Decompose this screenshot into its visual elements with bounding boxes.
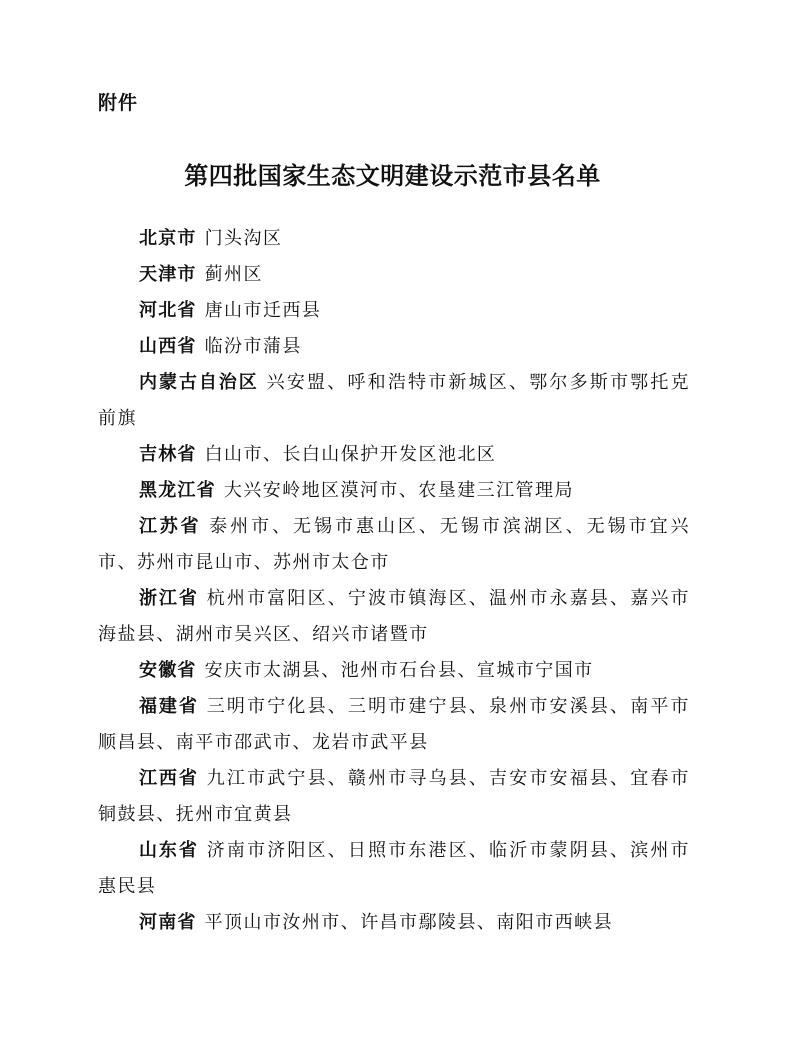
province-name: 山东省 <box>139 840 199 861</box>
list-item <box>98 293 690 329</box>
city-county-names: 平顶山市汝州市、许昌市鄢陵县、南阳市西峡县 <box>204 912 614 933</box>
province-name: 黑龙江省 <box>139 480 216 501</box>
province-name: 内蒙古自治区 <box>139 372 259 393</box>
province-name: 山西省 <box>139 336 197 357</box>
province-name: 天津市 <box>139 264 197 285</box>
city-county-names: 泰州市、无锡市惠山区、无锡市滨湖区、无锡市宜兴市、苏州市昆山市、苏州市太仓市 <box>98 516 690 573</box>
province-name: 吉林省 <box>139 444 197 465</box>
city-county-names: 唐山市迁西县 <box>204 300 322 321</box>
city-county-names: 门头沟区 <box>204 228 283 249</box>
list-item <box>98 833 690 905</box>
city-county-names: 安庆市太湖县、池州市石台县、宣城市宁国市 <box>204 660 594 681</box>
attachment-label: 附件 <box>98 92 139 114</box>
list-item <box>98 581 690 653</box>
list-item <box>98 473 690 509</box>
document-title: 第四批国家生态文明建设示范市县名单 <box>184 161 601 190</box>
list-item <box>98 905 690 941</box>
city-county-names: 九江市武宁县、赣州市寻乌县、吉安市安福县、宜春市铜鼓县、抚州市宜黄县 <box>98 768 690 825</box>
province-name: 北京市 <box>139 228 197 249</box>
list-item <box>98 257 690 293</box>
city-county-names: 白山市、长白山保护开发区池北区 <box>204 444 497 465</box>
city-county-names: 济南市济阳区、日照市东港区、临沂市蒙阴县、滨州市惠民县 <box>98 840 690 897</box>
province-name: 浙江省 <box>139 588 199 609</box>
list-item <box>98 329 690 365</box>
list-item <box>98 509 690 581</box>
province-name: 江苏省 <box>139 516 202 537</box>
province-name: 安徽省 <box>139 660 197 681</box>
province-name: 河南省 <box>139 912 197 933</box>
province-name: 江西省 <box>139 768 199 789</box>
list-item <box>98 365 690 437</box>
city-county-names: 蓟州区 <box>204 264 263 285</box>
list-item <box>98 653 690 689</box>
province-name: 河北省 <box>139 300 197 321</box>
city-county-names: 兴安盟、呼和浩特市新城区、鄂尔多斯市鄂托克前旗 <box>98 372 690 429</box>
city-county-list <box>98 221 690 941</box>
city-county-names: 大兴安岭地区漠河市、农垦建三江管理局 <box>223 480 574 501</box>
city-county-names: 三明市宁化县、三明市建宁县、泉州市安溪县、南平市顺昌县、南平市邵武市、龙岩市武平县 <box>98 696 690 753</box>
province-name: 福建省 <box>139 696 199 717</box>
list-item <box>98 761 690 833</box>
city-county-names: 临汾市蒲县 <box>204 336 302 357</box>
city-county-names: 杭州市富阳区、宁波市镇海区、温州市永嘉县、嘉兴市海盐县、湖州市吴兴区、绍兴市诸暨市 <box>98 588 690 645</box>
list-item <box>98 689 690 761</box>
list-item <box>98 437 690 473</box>
list-item <box>98 221 690 257</box>
